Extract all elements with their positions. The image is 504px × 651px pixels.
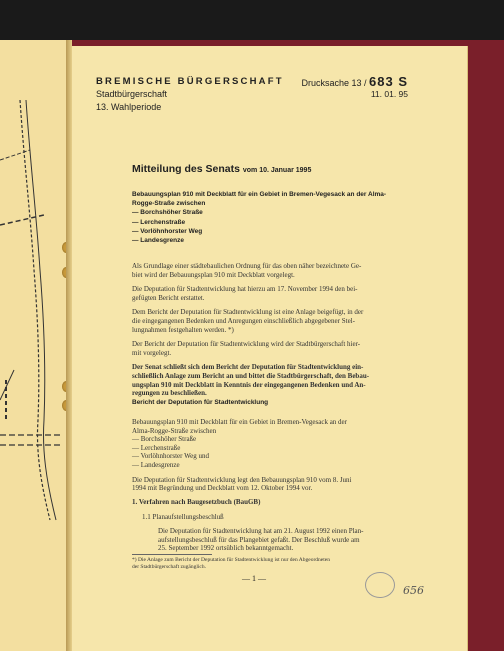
section-1-heading: 1. Verfahren nach Baugesetzbuch (BauGB) bbox=[132, 498, 261, 506]
map-drawing bbox=[0, 40, 66, 651]
org-name: BREMISCHE BÜRGERSCHAFT bbox=[96, 76, 284, 87]
list-item: — Borchshöher Straße bbox=[132, 209, 203, 217]
document-title: Mitteilung des Senats vom 10. Januar 1995 bbox=[132, 163, 312, 175]
senat-paragraph: Der Senat schließt sich dem Bericht der Deputation für Stadtentwicklung ein- schließlich Anlage zum Bericht an und bittet die Stadtbürgerschaft, den Bebau- ungsplan 910 mit Deckblatt in Kenntnis der eingegangenen Bedenken und An- regungen zu beschließen. bbox=[132, 363, 370, 398]
left-map-page bbox=[0, 40, 67, 651]
list-item: — Landesgrenze bbox=[132, 237, 185, 245]
document-date: 11. 01. 95 bbox=[370, 89, 408, 99]
subject-block: Bebauungsplan 910 mit Deckblatt für ein Gebiet in Bremen-Vegesack an der Alma- Rogge-Straße zwischen — Borchshöher Straße — Lerchenstraße — Vorlöhnhorster Weg — Landesgrenze bbox=[132, 191, 387, 245]
section-1-1-heading: 1.1 Planaufstellungsbeschluß bbox=[142, 513, 224, 521]
bericht-block: Bebauungsplan 910 mit Deckblatt für ein Gebiet in Bremen-Vegesack an der Alma-Rogge-Straße zwischen — Borchshöher Straße — Lerchenstraße — Vorlöhnhorster Weg und — Landesgrenze Die Deputation für Stadtentwicklung legt den Bebauungsplan 910 vom 8. Juni 1994 mit Begründung und Deckblatt vom 12. Oktober 1994 vor. bbox=[132, 418, 352, 493]
subject-items bbox=[132, 208, 386, 245]
drucksache-label: Drucksache 13 / 683 S bbox=[301, 74, 408, 89]
list-item: — Lerchenstraße bbox=[132, 443, 181, 452]
list-item: — Vorlöhnhorster Weg und bbox=[132, 452, 210, 461]
drucksache-number: 683 S bbox=[369, 74, 408, 89]
title-date: vom 10. Januar 1995 bbox=[242, 167, 312, 174]
handwritten-note: 656 bbox=[403, 584, 424, 597]
page-number: — 1 — bbox=[242, 574, 266, 583]
footnote: *) Die Anlage zum Bericht der Deputation für Stadtentwicklung ist nur den Abgeordneten der Stadtbürgerschaft zugänglich. bbox=[132, 557, 330, 570]
body-name: Stadtbürgerschaft bbox=[96, 89, 168, 99]
paragraph: Dem Bericht der Deputation für Stadtentwicklung ist eine Anlage beigefügt, in der die eingegangenen Bedenken und Anregungen einschließlich abgegebener Stel- lungnahmen festgehalten werden. *) bbox=[132, 308, 364, 334]
list-item: — Landesgrenze bbox=[132, 460, 180, 469]
list-item: — Borchshöher Straße bbox=[132, 435, 197, 444]
list-item: — Vorlöhnhorster Weg bbox=[132, 227, 203, 235]
footnote-rule bbox=[132, 554, 212, 555]
list-item: — Lerchenstraße bbox=[132, 218, 186, 226]
section-1-1-text: Die Deputation für Stadtentwicklung hat am 21. August 1992 einen Plan- aufstellungsbeschluß für das Plangebiet gefaßt. Der Beschluß wurde am 25. September 1992 ortsüblich bekanntgemacht. bbox=[158, 527, 364, 553]
library-stamp bbox=[365, 572, 395, 598]
intro-paragraphs bbox=[132, 262, 369, 398]
paragraph: Der Bericht der Deputation für Stadtentwicklung wird der Stadtbürgerschaft hier- mit vorgelegt. bbox=[132, 340, 361, 357]
bericht-heading: Bericht der Deputation für Stadtentwicklung bbox=[132, 399, 269, 406]
paragraph: Die Deputation für Stadtentwicklung hat hierzu am 17. November 1994 den bei- gefügten Bericht erstattet. bbox=[132, 285, 358, 302]
legislative-period: 13. Wahlperiode bbox=[96, 102, 162, 112]
document-page bbox=[72, 46, 467, 651]
paragraph: Als Grundlage einer städtebaulichen Ordnung für das oben näher bezeichnete Ge- biet wird der Bebauungsplan 910 mit Deckblatt vorgelegt. bbox=[132, 262, 362, 279]
